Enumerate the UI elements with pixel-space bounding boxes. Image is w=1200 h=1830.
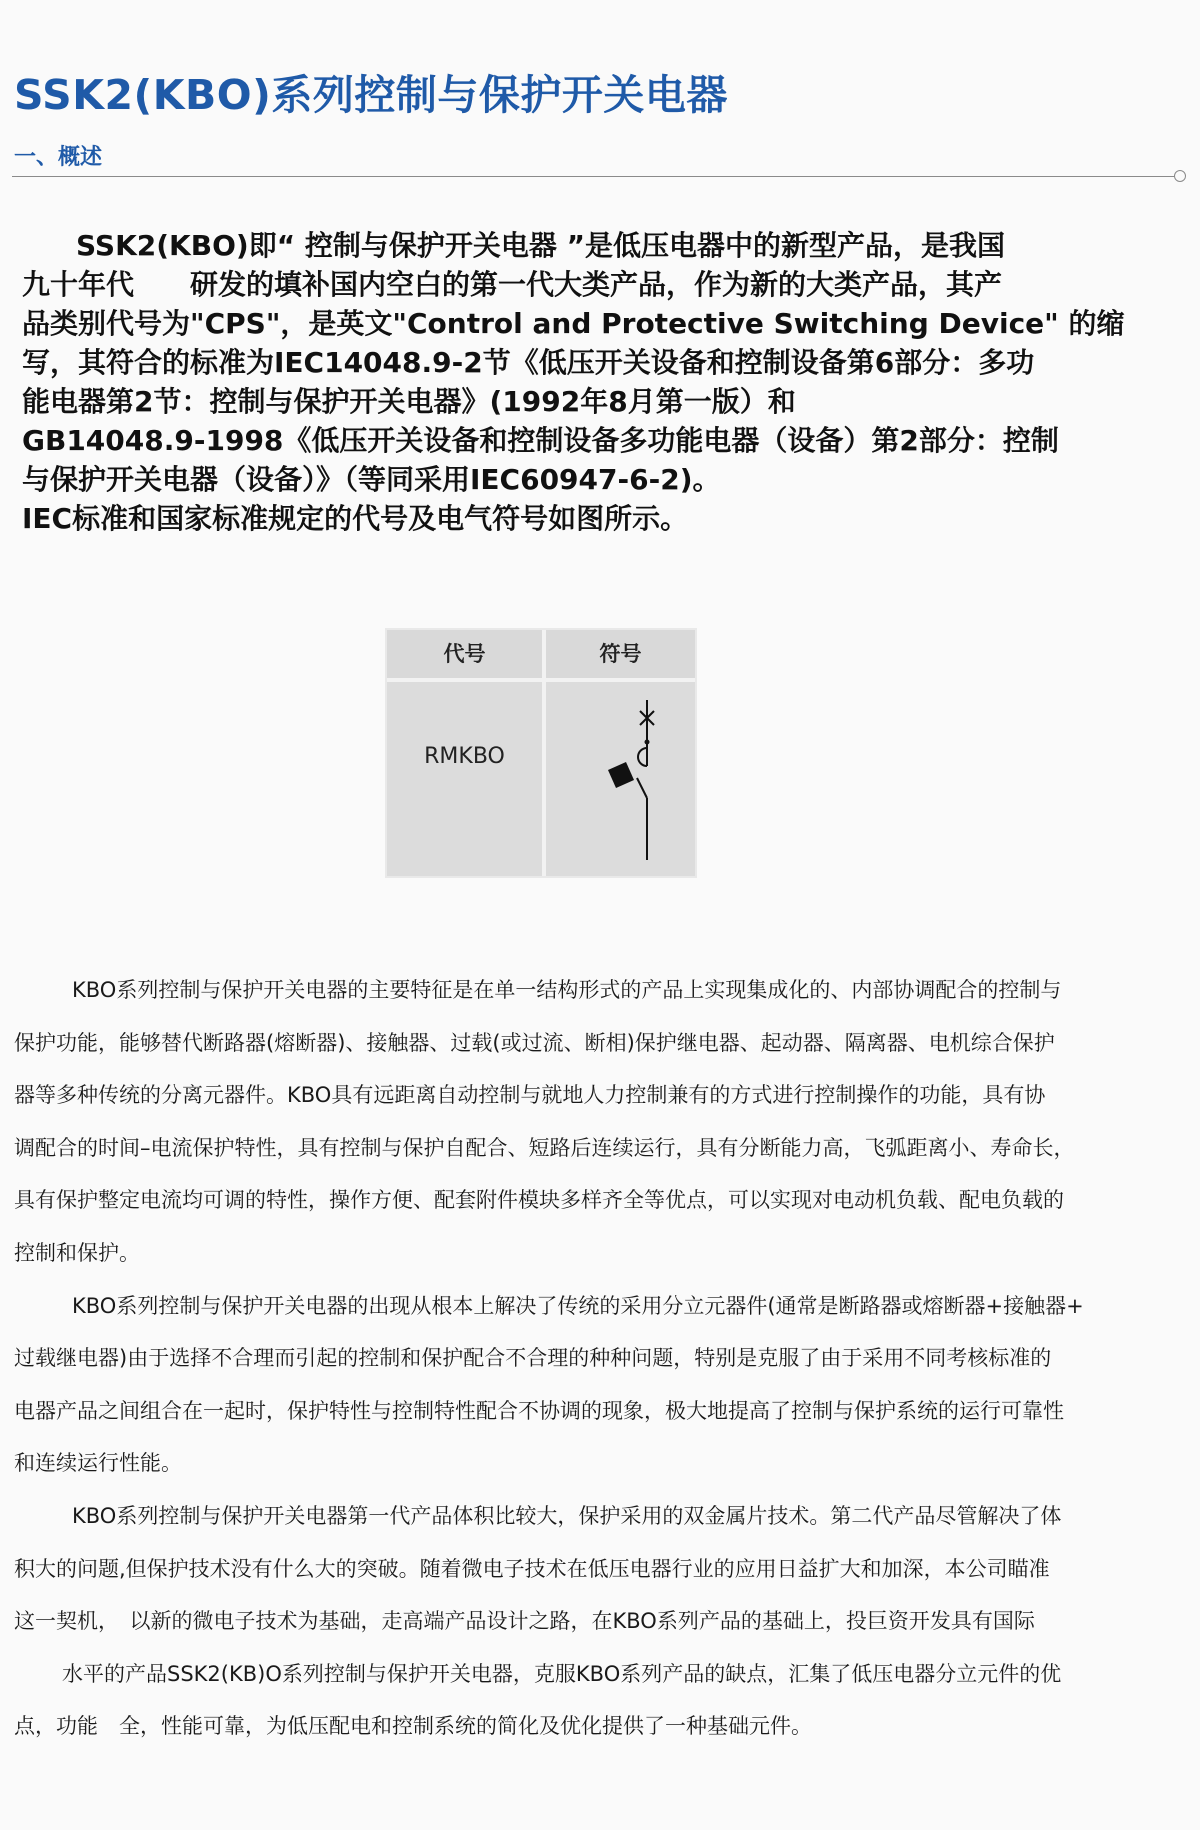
intro-line: GB14048.9-1998《低压开关设备和控制设备多功能电器（设备）第2部分：控制	[22, 424, 1059, 457]
intro-paragraph	[22, 226, 1182, 538]
intro-line: IEC标准和国家标准规定的代号及电气符号如图所示。	[22, 502, 689, 535]
intro-line: 写，其符合的标准为IEC14048.9-2节《低压开关设备和控制设备第6部分：多功	[22, 346, 1035, 379]
body-line: KBO系列控制与保护开关电器的主要特征是在单一结构形式的产品上实现集成化的、内部协调配合的控制与	[72, 978, 1062, 1002]
body-text	[14, 964, 1192, 1753]
body-line: 过载继电器)由于选择不合理而引起的控制和保护配合不合理的种种问题，特别是克服了由于采用不同考核标准的	[14, 1346, 1052, 1371]
divider-end-circle-icon	[1174, 170, 1186, 182]
body-line: 点，功能 全，性能可靠，为低压配电和控制系统的简化及优化提供了一种基础元件。	[14, 1714, 812, 1739]
section-heading: 一、概述	[14, 145, 103, 170]
body-line: 和连续运行性能。	[14, 1451, 182, 1476]
intro-line: SSK2(KBO)即“ 控制与保护开关电器 ”是低压电器中的新型产品，是我国	[76, 229, 1005, 262]
intro-line: 九十年代 研发的填补国内空白的第一代大类产品，作为新的大类产品，其产	[22, 268, 1003, 301]
body-line: KBO系列控制与保护开关电器第一代产品体积比较大，保护采用的双金属片技术。第二代产品尽管解决了体	[72, 1503, 1062, 1528]
intro-line: 品类别代号为"CPS"，是英文"Control and Protective Switching Device" 的缩	[22, 307, 1125, 340]
device-code: RMKBO	[424, 744, 505, 769]
divider	[12, 176, 1176, 177]
cps-switch-symbol-icon	[546, 682, 695, 876]
body-line: 调配合的时间–电流保护特性，具有控制与保护自配合、短路后连续运行，具有分断能力高，飞弧距离小、寿命长，	[14, 1135, 1075, 1160]
body-line: 积大的问题,但保护技术没有什么大的突破。随着微电子技术在低压电器行业的应用日益扩大和加深，本公司瞄准	[14, 1556, 1050, 1581]
table-header-code: 代号	[387, 630, 542, 678]
body-line: 控制和保护。	[14, 1240, 140, 1265]
page-title: SSK2(KBO)系列控制与保护开关电器	[14, 71, 728, 119]
intro-line: 与保护开关电器（设备）》（等同采用IEC60947-6-2)。	[22, 463, 721, 496]
intro-line: 能电器第2节：控制与保护开关电器》(1992年8月第一版）和	[22, 385, 796, 418]
body-line: 器等多种传统的分离元器件。KBO具有远距离自动控制与就地人力控制兼有的方式进行控制操作的功能，具有协	[14, 1083, 1046, 1108]
body-line: 水平的产品SSK2(KB)O系列控制与保护开关电器，克服KBO系列产品的缺点，汇集了低压电器分立元件的优	[62, 1661, 1062, 1686]
body-line: 保护功能，能够替代断路器(熔断器)、接触器、过载(或过流、断相)保护继电器、起动器、隔离器、电机综合保护	[14, 1030, 1055, 1055]
table-header-symbol: 符号	[546, 630, 695, 678]
body-line: 电器产品之间组合在一起时，保护特性与控制特性配合不协调的现象，极大地提高了控制与保护系统的运行可靠性	[14, 1398, 1064, 1423]
body-line: KBO系列控制与保护开关电器的出现从根本上解决了传统的采用分立元器件(通常是断路器或熔断器+接触器+	[72, 1293, 1084, 1318]
body-line: 这一契机， 以新的微电子技术为基础，走高端产品设计之路，在KBO系列产品的基础上，投巨资开发具有国际	[14, 1609, 1035, 1634]
body-line: 具有保护整定电流均可调的特性，操作方便、配套附件模块多样齐全等优点，可以实现对电动机负载、配电负载的	[14, 1188, 1064, 1213]
symbol-table	[385, 628, 697, 878]
